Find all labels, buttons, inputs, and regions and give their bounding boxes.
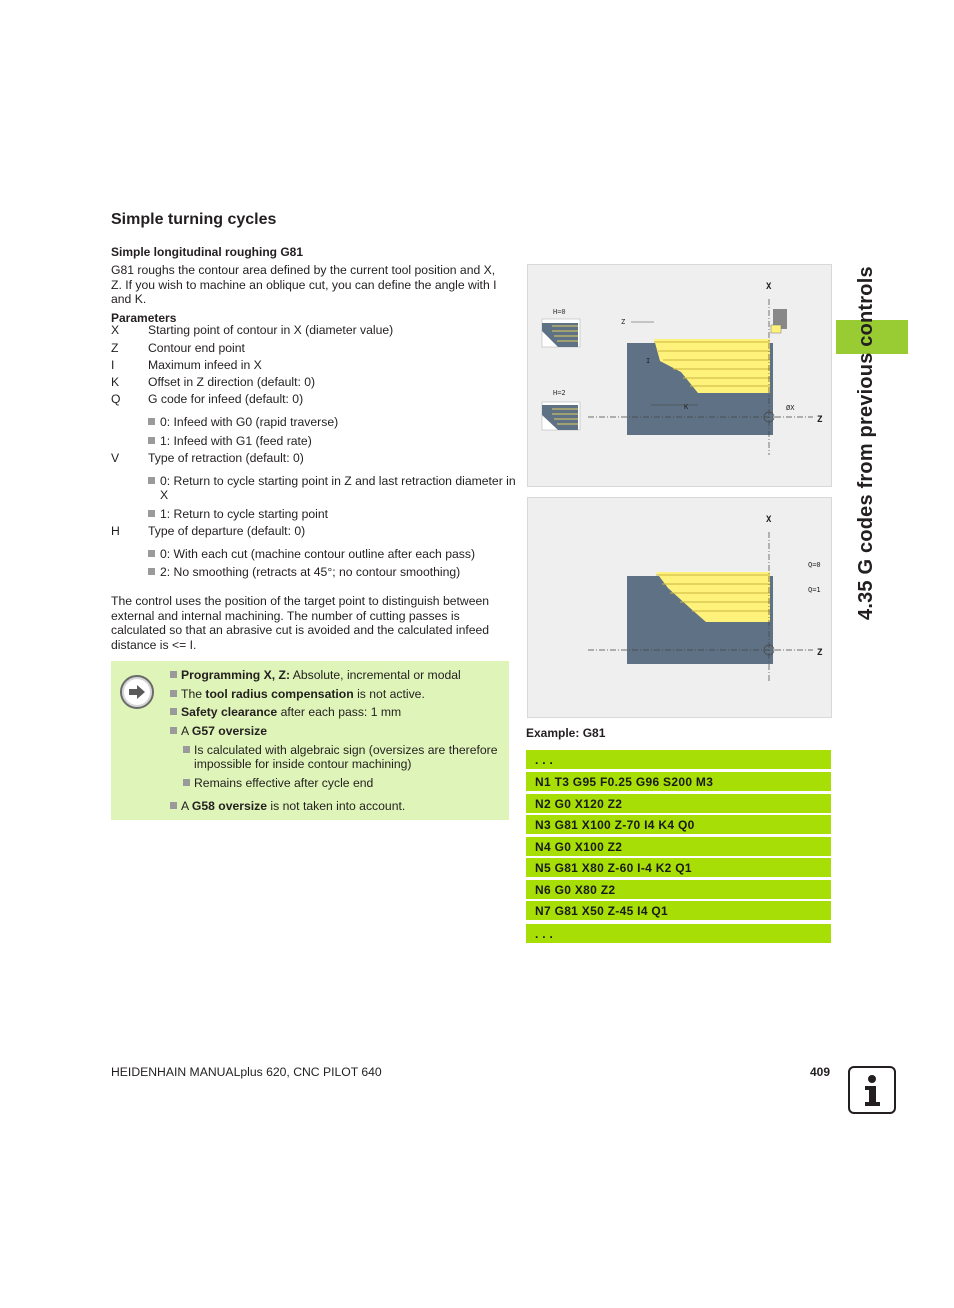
figure-g81-departure	[527, 264, 832, 487]
bullet-square-icon	[170, 708, 177, 715]
svg-text:H=2: H=2	[553, 389, 566, 397]
example-title: Example: G81	[526, 726, 606, 740]
svg-text:K: K	[684, 403, 689, 411]
param-key: K	[111, 375, 120, 389]
svg-text:Q=0: Q=0	[808, 561, 821, 569]
note-item-radius-compensation: The tool radius compensation is not active.	[170, 687, 511, 701]
footer-text: HEIDENHAIN MANUALplus 620, CNC PILOT 640	[111, 1065, 382, 1079]
subsection-heading: Simple longitudinal roughing G81	[111, 245, 303, 259]
param-key: I	[111, 358, 115, 372]
bullet-square-icon	[183, 779, 190, 786]
bullet-square-icon	[148, 568, 155, 575]
bullet-square-icon	[148, 437, 155, 444]
code-line: . . .	[526, 924, 831, 943]
bullet-square-icon	[183, 746, 190, 753]
svg-text:Q=1: Q=1	[808, 586, 821, 594]
option-v0: 0: Return to cycle starting point in Z and last retraction diameter in X	[148, 474, 520, 502]
option-h0: 0: With each cut (machine contour outline after each pass)	[148, 547, 520, 561]
svg-text:X: X	[766, 515, 772, 525]
note-item-g57: A G57 oversize	[170, 724, 511, 738]
bullet-square-icon	[170, 727, 177, 734]
note-box	[111, 661, 509, 820]
g81-diagram-2	[528, 498, 831, 717]
page-number: 409	[810, 1065, 831, 1079]
parameters-title: Parameters	[111, 311, 177, 325]
svg-text:ØX: ØX	[786, 404, 795, 412]
svg-text:H=0: H=0	[553, 308, 566, 316]
param-text: Maximum infeed in X	[148, 358, 262, 372]
bullet-square-icon	[148, 477, 155, 484]
bullet-square-icon	[170, 802, 177, 809]
param-text: Type of retraction (default: 0)	[148, 451, 304, 465]
bullet-square-icon	[148, 510, 155, 517]
param-key: X	[111, 323, 120, 337]
description-paragraph: The control uses the position of the target point to distinguish between external and internal machining. The number of cutting passes is calculated so that an abrasive cut is avoided and the calculated infeed distance is <= I.	[111, 594, 490, 652]
code-line: N2 G0 X120 Z2	[526, 794, 831, 813]
option-h2: 2: No smoothing (retracts at 45°; no contour smoothing)	[148, 565, 520, 579]
param-key: V	[111, 451, 120, 465]
bullet-square-icon	[170, 690, 177, 697]
param-key: H	[111, 524, 120, 538]
arrow-right-icon	[120, 675, 154, 709]
section-heading: Simple turning cycles	[111, 211, 277, 228]
chapter-title: 4.35 G codes from previous controls	[855, 266, 877, 620]
code-line: N4 G0 X100 Z2	[526, 837, 831, 856]
param-key: Z	[111, 341, 119, 355]
note-item-safety-clearance: Safety clearance after each pass: 1 mm	[170, 705, 511, 719]
note-item-programming: Programming X, Z: Absolute, incremental or modal	[170, 668, 511, 682]
code-line: N6 G0 X80 Z2	[526, 880, 831, 899]
code-line: N3 G81 X100 Z-70 I4 K4 Q0	[526, 815, 831, 834]
bullet-square-icon	[170, 671, 177, 678]
option-q1: 1: Infeed with G1 (feed rate)	[148, 434, 520, 448]
g81-diagram-1	[528, 265, 831, 486]
bullet-square-icon	[148, 550, 155, 557]
note-item-g58: A G58 oversize is not taken into account.	[170, 799, 511, 813]
code-line: . . .	[526, 750, 831, 769]
code-line: N5 G81 X80 Z-60 I-4 K2 Q1	[526, 858, 831, 877]
note-subitem-remains-effective: Remains effective after cycle end	[183, 776, 504, 790]
option-v1: 1: Return to cycle starting point	[148, 507, 520, 521]
svg-text:I: I	[646, 357, 651, 365]
svg-text:Z: Z	[621, 318, 626, 326]
intro-paragraph: G81 roughs the contour area defined by the current tool position and X, Z. If you wish to machine an oblique cut, you can define the angle with I and K.	[111, 263, 497, 306]
svg-text:Z: Z	[817, 415, 823, 425]
code-line: N1 T3 G95 F0.25 G96 S200 M3	[526, 772, 831, 791]
option-q0: 0: Infeed with G0 (rapid traverse)	[148, 415, 520, 429]
param-text: Starting point of contour in X (diameter value)	[148, 323, 394, 337]
param-text: Type of departure (default: 0)	[148, 524, 306, 538]
note-subitem-algebraic-sign: Is calculated with algebraic sign (oversizes are therefore impossible for inside contour machining)	[183, 743, 504, 771]
code-line: N7 G81 X50 Z-45 I4 Q1	[526, 901, 831, 920]
bullet-square-icon	[148, 418, 155, 425]
param-text: G code for infeed (default: 0)	[148, 392, 304, 406]
figure-g81-infeed	[527, 497, 832, 718]
param-text: Contour end point	[148, 341, 245, 355]
svg-text:X: X	[766, 282, 772, 292]
param-text: Offset in Z direction (default: 0)	[148, 375, 316, 389]
info-icon	[848, 1066, 896, 1114]
param-key: Q	[111, 392, 121, 406]
svg-text:Z: Z	[817, 648, 823, 658]
